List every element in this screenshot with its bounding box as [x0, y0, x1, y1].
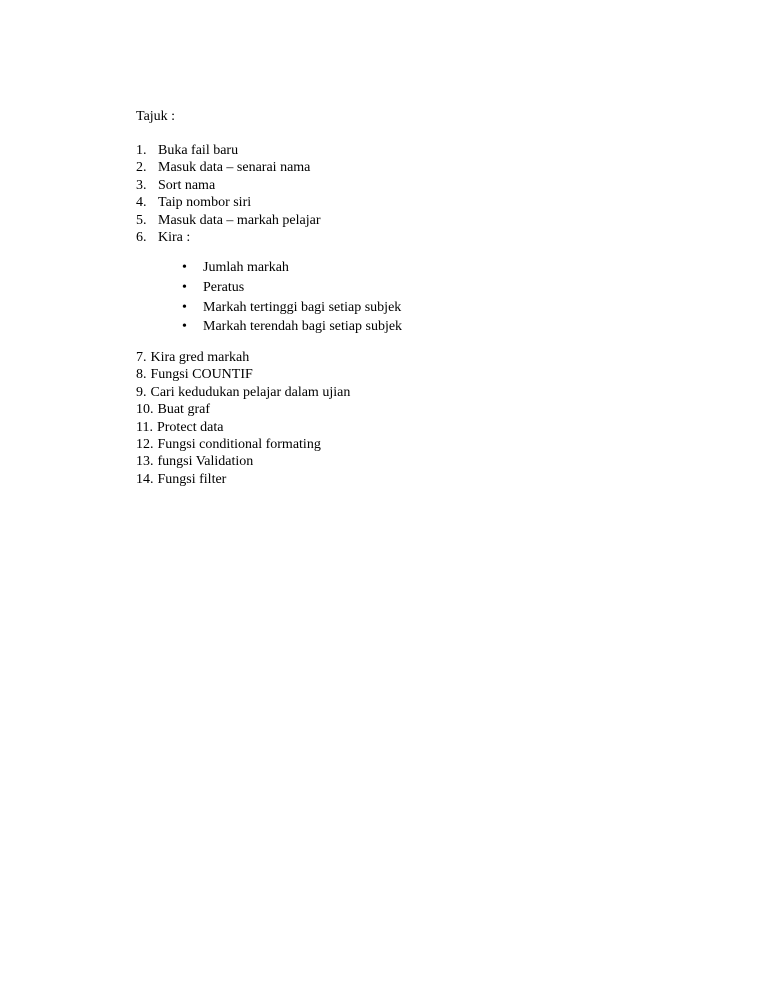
- item-number: 10.: [136, 402, 154, 418]
- sub-list-item: [182, 258, 696, 278]
- item-text: Cari kedudukan pelajar dalam ujian: [150, 384, 351, 400]
- bullet-icon: •: [182, 299, 187, 315]
- list-item: [136, 453, 696, 470]
- list-item: [136, 159, 696, 176]
- list-item: [136, 349, 696, 366]
- item-number: 14.: [136, 471, 154, 487]
- item-text: Taip nombor siri: [158, 195, 252, 211]
- item-number: 4.: [136, 195, 147, 211]
- list-item: [136, 212, 696, 229]
- steps-list-part1: [136, 142, 696, 246]
- list-item: [136, 194, 696, 211]
- list-item: [136, 401, 696, 418]
- steps-list-part2: [136, 349, 696, 488]
- sub-list-item: [182, 278, 696, 298]
- sub-list-item: [182, 317, 696, 337]
- item-text: Buat graf: [157, 402, 210, 418]
- item-text: Masuk data – senarai nama: [158, 160, 311, 176]
- item-number: 8.: [136, 367, 147, 383]
- item-number: 3.: [136, 177, 147, 193]
- item-number: 2.: [136, 160, 147, 176]
- list-item: [136, 142, 696, 159]
- item-text: Masuk data – markah pelajar: [158, 212, 321, 228]
- item-text: Sort nama: [158, 177, 216, 193]
- item-number: 13.: [136, 454, 154, 470]
- item-number: 11.: [136, 419, 153, 435]
- item-text: Fungsi COUNTIF: [150, 367, 253, 383]
- list-item: [136, 436, 696, 453]
- item-number: 5.: [136, 212, 147, 228]
- item-text: Fungsi filter: [157, 471, 227, 487]
- sub-list-item: [182, 298, 696, 318]
- sub-items-list: [136, 258, 696, 337]
- item-number: 9.: [136, 384, 147, 400]
- list-item: [136, 384, 696, 401]
- list-item: [136, 177, 696, 194]
- sub-item-text: Markah terendah bagi setiap subjek: [203, 319, 403, 335]
- item-text: fungsi Validation: [157, 454, 254, 470]
- item-number: 6.: [136, 229, 147, 245]
- bullet-icon: •: [182, 260, 187, 276]
- list-item: [136, 366, 696, 383]
- sub-item-text: Jumlah markah: [203, 260, 289, 276]
- document-title: Tajuk :: [136, 109, 176, 124]
- item-number: 7.: [136, 350, 147, 366]
- list-item: [136, 229, 696, 246]
- item-number: 12.: [136, 437, 154, 453]
- list-item: [136, 471, 696, 488]
- item-text: Buka fail baru: [158, 143, 239, 158]
- list-item: [136, 419, 696, 436]
- bullet-icon: •: [182, 280, 187, 296]
- bullet-icon: •: [182, 319, 187, 335]
- sub-item-text: Peratus: [203, 280, 245, 296]
- item-text: Fungsi conditional formating: [157, 437, 321, 453]
- sub-item-text: Markah tertinggi bagi setiap subjek: [203, 299, 402, 315]
- item-text: Protect data: [156, 419, 224, 435]
- item-text: Kira :: [158, 229, 191, 245]
- item-number: 1.: [136, 143, 147, 158]
- item-text: Kira gred markah: [150, 350, 250, 366]
- document-page: [136, 108, 696, 488]
